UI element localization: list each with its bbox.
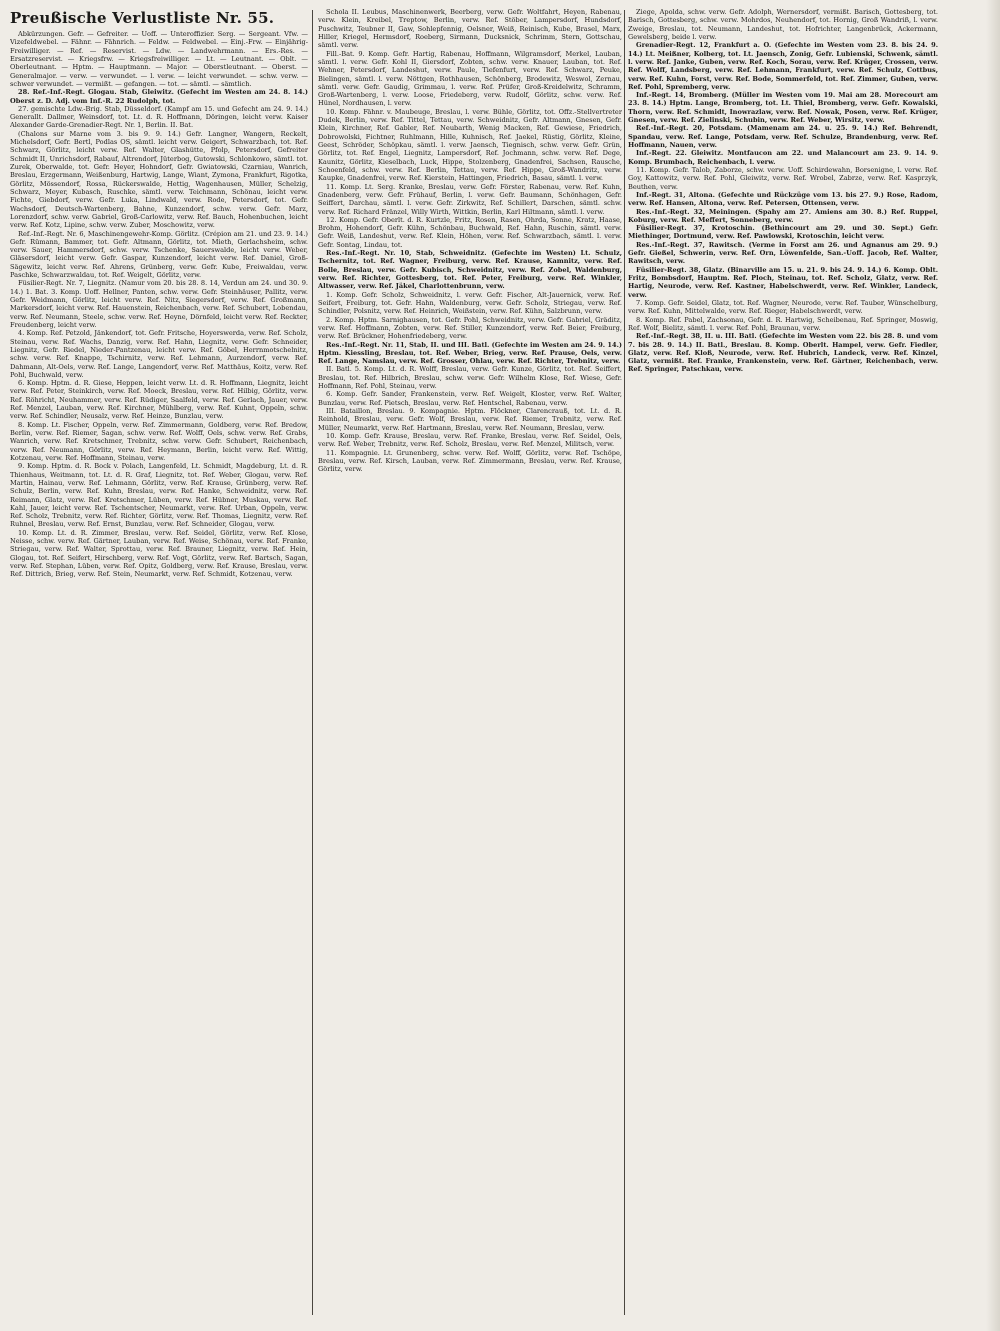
paragraph: II. Batl. 5. Komp. Lt. d. R. Wolff, Breslau, verw. Gefr. Kunze, Görlitz, tot. Ref. Seiffert, Breslau, tot. Ref. Hilbrich, Breslau, schw. verw. Gefr. Wilhelm Klose, Ref. Wiese, Gefr. Hoffmann, Ref. Pohl, Steinau, verw. bbox=[318, 365, 622, 391]
paragraph: III. Bataillon, Breslau. 9. Kompagnie. Hptm. Flöckner, Clarencrauß, tot. Lt. d. R. Reinhold, Breslau, verw. Gefr. Wolf, Breslau, verw. Ref. Riemer, Trebnitz, verw. Ref. Müller, Neumarkt, verw. Ref. Hartmann, Breslau, verw. Ref. Neumann, Breslau, verw. bbox=[318, 407, 622, 432]
paragraph: 6. Komp. Gefr. Sander, Frankenstein, verw. Ref. Weigelt, Kloster, verw. Ref. Walter, Bunzlau, verw. Ref. Pietsch, Breslau, verw. Ref. Hentschel, Rabenau, verw. bbox=[318, 390, 622, 407]
paragraph: Ref.-Inf.-Regt. 38, II. u. III. Batl. (Gefechte im Westen vom 22. bis 28. 8. und vom 7. bis 28. 9. 14.) II. Batl., Breslau. 8. Komp. Oberlt. Hampel, verw. Gefr. Fiedler, Glatz, verw. Ref. Kloß, Neurode, verw. Ref. Hubrich, Landeck, verw. Ref. Kinzel, Glatz, vermißt. Ref. Franke, Frankenstein, verw. Ref. Gärtner, Reichenbach, verw. Ref. Springer, Patschkau, verw. bbox=[628, 332, 938, 374]
column-rule bbox=[312, 10, 313, 1315]
paragraph: Schola II. Leubus, Maschinenwerk, Beerberg, verw. Gefr. Woltfahrt, Heyen, Rabenau, verw. Klein, Kreibel, Treptow, Berlin, verw. Ref. Stöber, Lampersdorf, Hundsdorf, Puschwitz, Teubner II, Gaw, Sohlepfennig, Oelsner, Weiß, Reinisch, Kube, Brasel, Marx, Hiller, Kriegel, Hermsdorf, Roeberg, Sirmann, Ducksnick, Schrimm, Stern, Gottschau, sämtl. verw. bbox=[318, 8, 622, 50]
paragraph: 6. Komp. Hptm. d. R. Giese, Heppen, leicht verw. Lt. d. R. Hoffmann, Liegnitz, leicht verw. Ref. Peter, Steinkirch, verw. Ref. Moeck, Breslau, verw. Ref. Hilbig, Görlitz, verw. Ref. Röhricht, Neuhammer, verw. Ref. Rüdiger, Saalfeld, verw. Ref. Gerlach, Jauer, verw. Ref. Menzel, Lauban, verw. Ref. Kirchner, Mühlberg, verw. Ref. Kuhnt, Oppeln, schw. verw. Ref. Schindler, Neusalz, verw. Ref. Heinze, Bunzlau, verw. bbox=[10, 379, 308, 421]
paragraph: Inf.-Regt. 31, Altona. (Gefechte und Rückzüge vom 13. bis 27. 9.) Rose, Radom, verw. Ref. Hansen, Altona, verw. Ref. Petersen, Ottensen, verw. bbox=[628, 190, 938, 208]
paragraph: Grenadier-Regt. 12, Frankfurt a. O. (Gefechte im Westen vom 23. 8. bis 24. 9. 14.) Lt. Meißner, Kolberg, tot. Lt. Jaensch, Zonig, Gefr. Lubienski, Schwenk, sämtl. l. verw. Ref. Janke, Guben, verw. Ref. Koch, Sorau, verw. Ref. Krüger, Crossen, verw. Ref. Wolff, Landsberg, verw. Ref. Lehmann, Frankfurt, verw. Ref. Schulz, Cottbus, verw. Ref. Kuhn, Forst, verw. Ref. Bode, Sommerfeld, tot. Ref. Zimmer, Guben, verw. Ref. Pohl, Spremberg, verw. bbox=[628, 41, 938, 91]
paragraph: 4. Komp. Ref. Petzold, Jänkendorf, tot. Gefr. Fritsche, Hoyerswerda, verw. Ref. Scholz, Steinau, verw. Ref. Wachs, Danzig, verw. Ref. Hahn, Liegnitz, verw. Gefr. Schneider, Liegnitz, Gefr. Riedel, Nieder-Pantzenau, leicht verw. Ref. Göbel, Herrnmotschelnitz, schw. verw. Ref. Knappe, Tschirnitz, verw. Ref. Lehmann, Aurzendorf, verw. Ref. Dahmann, Alt-Oels, verw. Ref. Lange, Langendorf, verw. Ref. Matthäus, Koitz, verw. Ref. Pohl, Buchwald, verw. bbox=[10, 329, 308, 379]
paragraph: 10. Komp. Lt. d. R. Zimmer, Breslau, verw. Ref. Seidel, Görlitz, verw. Ref. Klose, Neisse, schw. verw. Ref. Gärtner, Lauban, verw. Ref. Weise, Schönau, verw. Ref. Franke, Striegau, verw. Ref. Walter, Sprottau, verw. Ref. Brauner, Liegnitz, verw. Ref. Hein, Glogau, tot. Ref. Seifert, Hirschberg, verw. Ref. Vogt, Görlitz, verw. Ref. Bartsch, Sagan, verw. Ref. Stephan, Lüben, verw. Ref. Opitz, Goldberg, verw. Ref. Krause, Breslau, verw. Ref. Dittrich, Brieg, verw. Ref. Stein, Neumarkt, verw. Ref. Schmidt, Kotzenau, verw. bbox=[10, 528, 308, 579]
paragraph: 8. Komp. Lt. Fischer, Oppeln, verw. Ref. Zimmermann, Goldberg, verw. Ref. Bredow, Berlin, verw. Ref. Riemer, Sagan, schw. verw. Ref. Wolff, Oels, schw. verw. Ref. Grabs, Wanrich, verw. Ref. Kretschmer, Trebnitz, schw. verw. Gefr. Schubert, Reichenbach, verw. Ref. Neumann, Görlitz, verw. Ref. Heymann, Berlin, leicht verw. Ref. Wittig, Kotzenau, verw. Ref. Hoffmann, Steinau, verw. bbox=[10, 420, 308, 462]
paragraph: 27. gemischte Ldw.-Brig. Stab, Düsseldorf. (Kampf am 15. und Gefecht am 24. 9. 14.) Generallt. Dallmer, Weinsdorf, tot. Lt. d. R. Hoffmann, Döringen, leicht verw. Kaiser Alexander Garde-Grenadier-Regt. Nr. 1, Berlin. II. Bat. bbox=[10, 104, 308, 130]
paragraph: Ziege, Apolda, schw. verw. Gefr. Adolph, Wernersdorf, vermißt. Barisch, Gottesberg, tot. Barisch, Gottesberg, schw. verw. Mohrdos, Neuhendorf, tot. Hornig, Groß Wandriß, l. verw. Zweige, Breslau, tot. Neumann, Landeshut, tot. Hofrichter, Langenbrück, Ackermann, Gewelsberg, beide l. verw. bbox=[628, 8, 938, 41]
paragraph: Füsilier-Regt. 37, Krotoschin. (Bethincourt am 29. und 30. Sept.) Gefr. Miethinger, Dortmund, verw. Ref. Pawlowski, Krotoschin, leicht verw. bbox=[628, 224, 938, 241]
text-column-1 bbox=[10, 8, 308, 1318]
paragraph: Ref.-Inf.-Regt. Nr. 6, Maschinengewehr-Komp. Görlitz. (Crépion am 21. und 23. 9. 14.) Gefr. Rümann, Bammer, tot. Gefr. Altmann, Görlitz, tot. Mieth, Gerlachsheim, schw. verw. Sauer, Hammersdorf, schw. verw. Tschenke, Sauerswalde, leicht verw. Weber, Gläsersdorf, leicht verw. Gefr. Gaspar, Kunzendorf, leicht verw. Ref. Daniel, Groß-Sägewitz, leicht verw. Ref. Ahrens, Grünberg, verw. Gefr. Kube, Freiwaldau, verw. Paschke, Schwarzwaldau, tot. Ref. Weigelt, Görlitz, verw. bbox=[10, 229, 308, 280]
paragraph: 10. Komp. Fähnr. v. Maubeuge, Breslau, l. verw. Bühle, Görlitz, tot. Offz.-Stellvertreter Dudek, Berlin, verw. Ref. Tittel, Tettau, verw. Schweidnitz, Gefr. Altmann, Gnesen, Gefr. Klein, Kirchner, Ref. Gabler, Ref. Neubarth, Wenig Macken, Ref. Gewiese, Friedrich, Dobrowolski, Fichtner, Ruhlmann, Hille, Kuhnisch, Ref. Jaekel, Rüstig, Görlitz, Kleine, Geest, Schröder, Schöpkau, sämtl. l. verw. Jaensch, Tiegnisch, schw. verw. Gefr. Grün, Görlitz, tot. Ref. Engel, Liegnitz, Lampersdorf, Ref. Jochmann, schw. verw. Ref. Dege, Kaunitz, Görlitz, Kieselbach, Luck, Hippe, Stolzenberg, Gnadenfrei, Sachsen, Rausche, Schoenfeld, schw. verw. Ref. Berlin, Tettau, verw. Ref. Hippe, Groß-Wandritz, verw. Kaupke, Gnadenfrei, verw. Ref. Kierstein, Hattingen, Friedrich, Basau, sämtl. l. verw. bbox=[318, 107, 622, 183]
paragraph: 9. Komp. Hptm. d. R. Bock v. Polach, Langenfeld, Lt. Schmidt, Magdeburg, Lt. d. R. Thienhaus, Weitmann, tot. Lt. d. R. Graf, Liegnitz, tot. Ref. Weber, Glogau, verw. Ref. Martin, Hainau, verw. Ref. Lehmann, Görlitz, verw. Ref. Krause, Grünberg, verw. Ref. Schulz, Berlin, verw. Ref. Kuhn, Breslau, verw. Ref. Hanke, Schweidnitz, verw. Ref. Reimann, Glatz, verw. Ref. Kretschmer, Lüben, verw. Ref. Hübner, Muskau, verw. Ref. Kahl, Jauer, leicht verw. Ref. Tschentscher, Neumarkt, verw. Ref. Urban, Oppeln, verw. Ref. Scholz, Trebnitz, verw. Ref. Richter, Görlitz, verw. Ref. Thomas, Liegnitz, verw. Ref. Ruhnel, Breslau, verw. Ref. Ernst, Bunzlau, verw. Ref. Schneider, Glogau, verw. bbox=[10, 462, 308, 529]
paragraph: 1. Komp. Gefr. Scholz, Schweidnitz, l. verw. Gefr. Fischer, Alt-Jauernick, verw. Ref. Seifert, Freiburg, tot. Gefr. Hahn, Waldenburg, verw. Gefr. Scholz, Striegau, verw. Ref. Schindler, Polsnitz, verw. Ref. Heinrich, Weißstein, verw. Ref. Kühn, Salzbrunn, verw. bbox=[318, 290, 622, 316]
paragraph: 11. Kompagnie. Lt. Grunenberg, schw. verw. Ref. Wolff, Görlitz, verw. Ref. Tschöpe, Breslau, verw. Ref. Kirsch, Lauban, verw. Ref. Zimmermann, Breslau, verw. Ref. Krause, Görlitz, verw. bbox=[318, 448, 622, 474]
paragraph: (Chalons sur Marne vom 3. bis 9. 9. 14.) Gefr. Langner, Wangern, Reckelt, Michelsdorf, Gefr. Bertl, Podlas OS, sämtl. leicht verw. Geigert, Schwarzbach, tot. Ref. Schwarz, Görlitz, leicht verw. Ref. Walter, Glashütte, Pfolp, Petersdorf, Gefreiter Schmidt II, Unrichsdorf, Rabauf, Altrendorf, Jüterbog, Gutowski, Schlonkowo, sämtl. tot. Zurek, Oberwalde, tot. Gefr. Heyer, Hohndorf, Gefr. Gwiatowski, Czarniau, Wanrich, Breslau, Erzgermann, Weißenburg, Hartwig, Lange, Wiant, Zymona, Frankfurt, Rigotka, Görlitz, Mössendorf, Rossa, Rückerswalde, Hettig, Wagenhausen, Müller, Schelzig, Schwarz, Meyer, Kubasch, Ruschke, sämtl. verw. Teichmann, Schönau, leicht verw. Fichte, Giebdorf, verw. Gefr. Luka, Lindwald, verw. Rode, Petersdorf, tot. Gefr. Wachsdorf, Deutsch-Wartenberg, Bahne, Kunzendorf, schw. verw. Gefr. Marz, Lorenzdorf, schw. verw. Gabriel, Groß-Carlowitz, verw. Ref. Bauch, Hohenbuchen, leicht verw. Ref. Kotz, Lipine, schw. verw. Zuber, Moschowitz, verw. bbox=[10, 129, 308, 230]
paragraph: Füsilier-Regt. Nr. 7, Liegnitz. (Namur vom 20. bis 28. 8. 14, Verdun am 24. und 30. 9. 14.) 1. Bat. 3. Komp. Uoff. Hellner, Panten, schw. verw. Gefr. Steinhäuser, Pallitz, verw. Gefr. Weidmann, Görlitz, leicht verw. Ref. Nitz, Siegersdorf, verw. Ref. Großmann, Markersdorf, leicht verw. Ref. Hauenstein, Reichenbach, verw. Ref. Schubert, Lobendau, verw. Ref. Neumann, Steele, schw. verw. Ref. Heyne, Dörnfeld, leicht verw. Ref. Reckter, Freudenberg, leicht verw. bbox=[10, 279, 308, 329]
paragraph: Inf.-Regt. 14, Bromberg. (Müller im Westen vom 19. Mai am 28. Morecourt am 23. 8. 14.) Hptm. Lange, Bromberg, tot. Lt. Thiel, Bromberg, verw. Gefr. Kowalski, Thorn, verw. Ref. Schmidt, Inowrazlaw, verw. Ref. Nowak, Posen, verw. Ref. Krüger, Gnesen, verw. Ref. Zielinski, Schubin, verw. Ref. Weber, Wirsitz, verw. bbox=[628, 91, 938, 125]
paragraph: Res.-Inf.-Regt. Nr. 10, Stab, Schweidnitz. (Gefechte im Westen) Lt. Schulz, Tschernitz, tot. Ref. Wagner, Freiburg, verw. Ref. Krause, Kamnitz, verw. Ref. Bolle, Breslau, verw. Gefr. Kubisch, Schweidnitz, verw. Ref. Zobel, Waldenburg, verw. Ref. Richter, Gottesberg, tot. Ref. Peter, Freiburg, verw. Ref. Winkler, Altwasser, verw. Ref. Jäkel, Charlottenbrunn, verw. bbox=[318, 249, 622, 291]
paragraph: 12. Komp. Gefr. Oberlt. d. R. Kurtzle, Fritz, Rosen, Rasen, Ohrda, Sonne, Kratz, Haase, Brohm, Hohendorf, Gefr. Kühn, Schönbau, Buchwald, Ref. Hahn, Ruschin, sämtl. verw. Gefr. Weiß, Landeshut, verw. Ref. Klein, Höhen, verw. Ref. Schwarzbach, sämtl. l. verw. Gefr. Sontag, Lindau, tot. bbox=[318, 215, 622, 249]
paragraph: 10. Komp. Gefr. Krause, Breslau, verw. Ref. Franke, Breslau, verw. Ref. Seidel, Oels, verw. Ref. Weber, Trebnitz, verw. Ref. Scholz, Breslau, verw. Ref. Menzel, Militsch, verw. bbox=[318, 431, 622, 449]
paragraph: 28. Ref.-Inf.-Regt. Glogau. Stab, Gleiwitz. (Gefecht im Westen am 24. 8. 14.) Oberst z. D. Adj. vom Inf.-R. 22 Rudolph, tot. bbox=[10, 88, 308, 105]
text-column-2 bbox=[318, 8, 622, 1318]
paragraph: Abkürzungen. Gefr. — Gefreiter. — Uoff. — Unteroffizier. Serg. — Sergeant. Vfw. — Vizefeldwebel. — Fähnr. — Fähnrich. — Feldw. — Feldwebel. — Einj.-Frw. — Einjährig-Freiwilliger. — Ref. — Reservist. — Ldw. — Landwehrmann. — Ers.-Res. — Ersatzreservist. — Kriegsfrw. — Kriegsfreiwilliger. — Lt. — Leutnant. — Oblt. — Oberleutnant. — Hptm. — Hauptmann. — Major. — Oberstleutnant. — Oberst. — Generalmajor. — verw. — verwundet. — l. verw. — leicht verwundet. — schw. verw. — schwer verwundet. — vermißt. — gefangen. — tot. — sämtl. — sämtlich. bbox=[10, 30, 308, 88]
scan-edge-shadow bbox=[986, 0, 1000, 1331]
paragraph: Res.-Inf.-Regt. Nr. 11, Stab, II. und III. Batl. (Gefechte im Westen am 24. 9. 14.) Hptm. Kiessling, Breslau, tot. Ref. Weber, Brieg, verw. Ref. Prause, Oels, verw. Ref. Lange, Namslau, verw. Ref. Grosser, Ohlau, verw. Ref. Richter, Trebnitz, verw. bbox=[318, 340, 622, 366]
paragraph: Fill.-Bat. 9. Komp. Gefr. Hartig, Rabenau, Hoffmann, Wilgramsdorf, Merkel, Lauban, sämtl. l. verw. Gefr. Kohl II, Giersdorf, Zobten, schw. verw. Knauer, Lauban, tot. Ref. Wehner, Petersdorf, Landeshut, verw. Paule, Tiefenfurt, verw. Ref. Schwarz, Peuke, Bielingen, sämtl. l. verw. Nöttgen, Rothhausen, Schönberg, Brodewitz, Weswol, Zernau, sämtl. verw. Gefr. Gaudig, Grimmau, l. verw. Ref. Prüfer, Groß-Kreidelwitz, Schramm, Groß-Wartenberg, l. verw. Loose, Friedeberg, verw. Rudolf, Görlitz, schw. verw. Ref. Hünel, Nordhausen, l. verw. bbox=[318, 49, 622, 108]
paragraph: Füsilier-Regt. 38, Glatz. (Binarville am 15. u. 21. 9. bis 24. 9. 14.) 6. Komp. Oblt. Fritz, Bombsdorf, Hauptm. Ref. Ploch, Steinau, tot. Ref. Scholz, Glatz, verw. Ref. Hartig, Neurode, verw. Ref. Kastner, Habelschwerdt, verw. Ref. Winkler, Landeck, verw. bbox=[628, 265, 938, 299]
paragraph: 11. Komp. Lt. Serg. Kranke, Breslau, verw. Gefr. Förster, Rabenau, verw. Ref. Kuhn, Gnadenberg, verw. Gefr. Frühauf, Berlin, l. verw. Gefr. Baumann, Schönhagen, Gefr. Seiffert, Darchau, sämtl. l. verw. Gefr. Zirkwitz, Ref. Schillert, Darschen, sämtl. schw. verw. Ref. Richard Fränzel, Willy Wirth, Wittkin, Berlin, Karl Hiltmann, sämtl. l. verw. bbox=[318, 182, 622, 216]
page-title: Preußische Verlustliste Nr. 55. bbox=[10, 9, 275, 27]
column-rule bbox=[624, 10, 625, 1315]
paragraph: 2. Komp. Hptm. Sarnighausen, tot. Gefr. Pohl, Schweidnitz, verw. Gefr. Gabriel, Gräditz, verw. Ref. Hoffmann, Zobten, verw. Ref. Stiller, Kunzendorf, verw. Ref. Beier, Freiburg, verw. Ref. Brückner, Hohenfriedeberg, verw. bbox=[318, 315, 622, 341]
paragraph: Res.-Inf.-Regt. 37, Rawitsch. (Verme in Forst am 26. und Agnanus am 29. 9.) Gefr. Gießel, Schwerin, verw. Ref. Orn, Löwenfelde, San.-Uoff. Jacob, Ref. Walter, Rawitsch, verw. bbox=[628, 240, 938, 266]
text-column-3 bbox=[628, 8, 938, 1318]
paragraph: Ref.-Inf.-Regt. 20, Potsdam. (Mamenam am 24. u. 25. 9. 14.) Ref. Behrendt, Spandau, verw. Ref. Lange, Potsdam, verw. Ref. Schulze, Brandenburg, verw. Ref. Hoffmann, Nauen, verw. bbox=[628, 124, 938, 149]
paragraph: 7. Komp. Gefr. Seidel, Glatz, tot. Ref. Wagner, Neurode, verw. Ref. Tauber, Wünschelburg, verw. Ref. Kuhn, Mittelwalde, verw. Ref. Rieger, Habelschwerdt, verw. bbox=[628, 298, 938, 316]
paragraph: Res.-Inf.-Regt. 32, Meiningen. (Spahy am 27. Amiens am 30. 8.) Ref. Ruppel, Koburg, verw. Ref. Meffert, Sonneberg, verw. bbox=[628, 207, 938, 224]
paragraph: Inf.-Regt. 22. Gleiwitz. Montfaucon am 22. und Malancourt am 23. 9. 14. 9. Komp. Brumbach, Reichenbach, l. verw. bbox=[628, 149, 938, 166]
paragraph: 11. Komp. Gefr. Talob, Zaborze, schw. verw. Uoff. Schirdewahn, Borsenigne, l. verw. Ref. Goy, Kattowitz, verw. Ref. Pohl, Gleiwitz, verw. Ref. Wrobel, Zabrze, verw. Ref. Kasprzyk, Beuthen, verw. bbox=[628, 165, 938, 191]
paragraph: 8. Komp. Ref. Pabel, Zachsonau, Gefr. d. R. Hartwig, Scheibenau, Ref. Springer, Moswig, Ref. Wolf, Bielitz, sämtl. l. verw. Ref. Pohl, Braunau, verw. bbox=[628, 315, 938, 332]
